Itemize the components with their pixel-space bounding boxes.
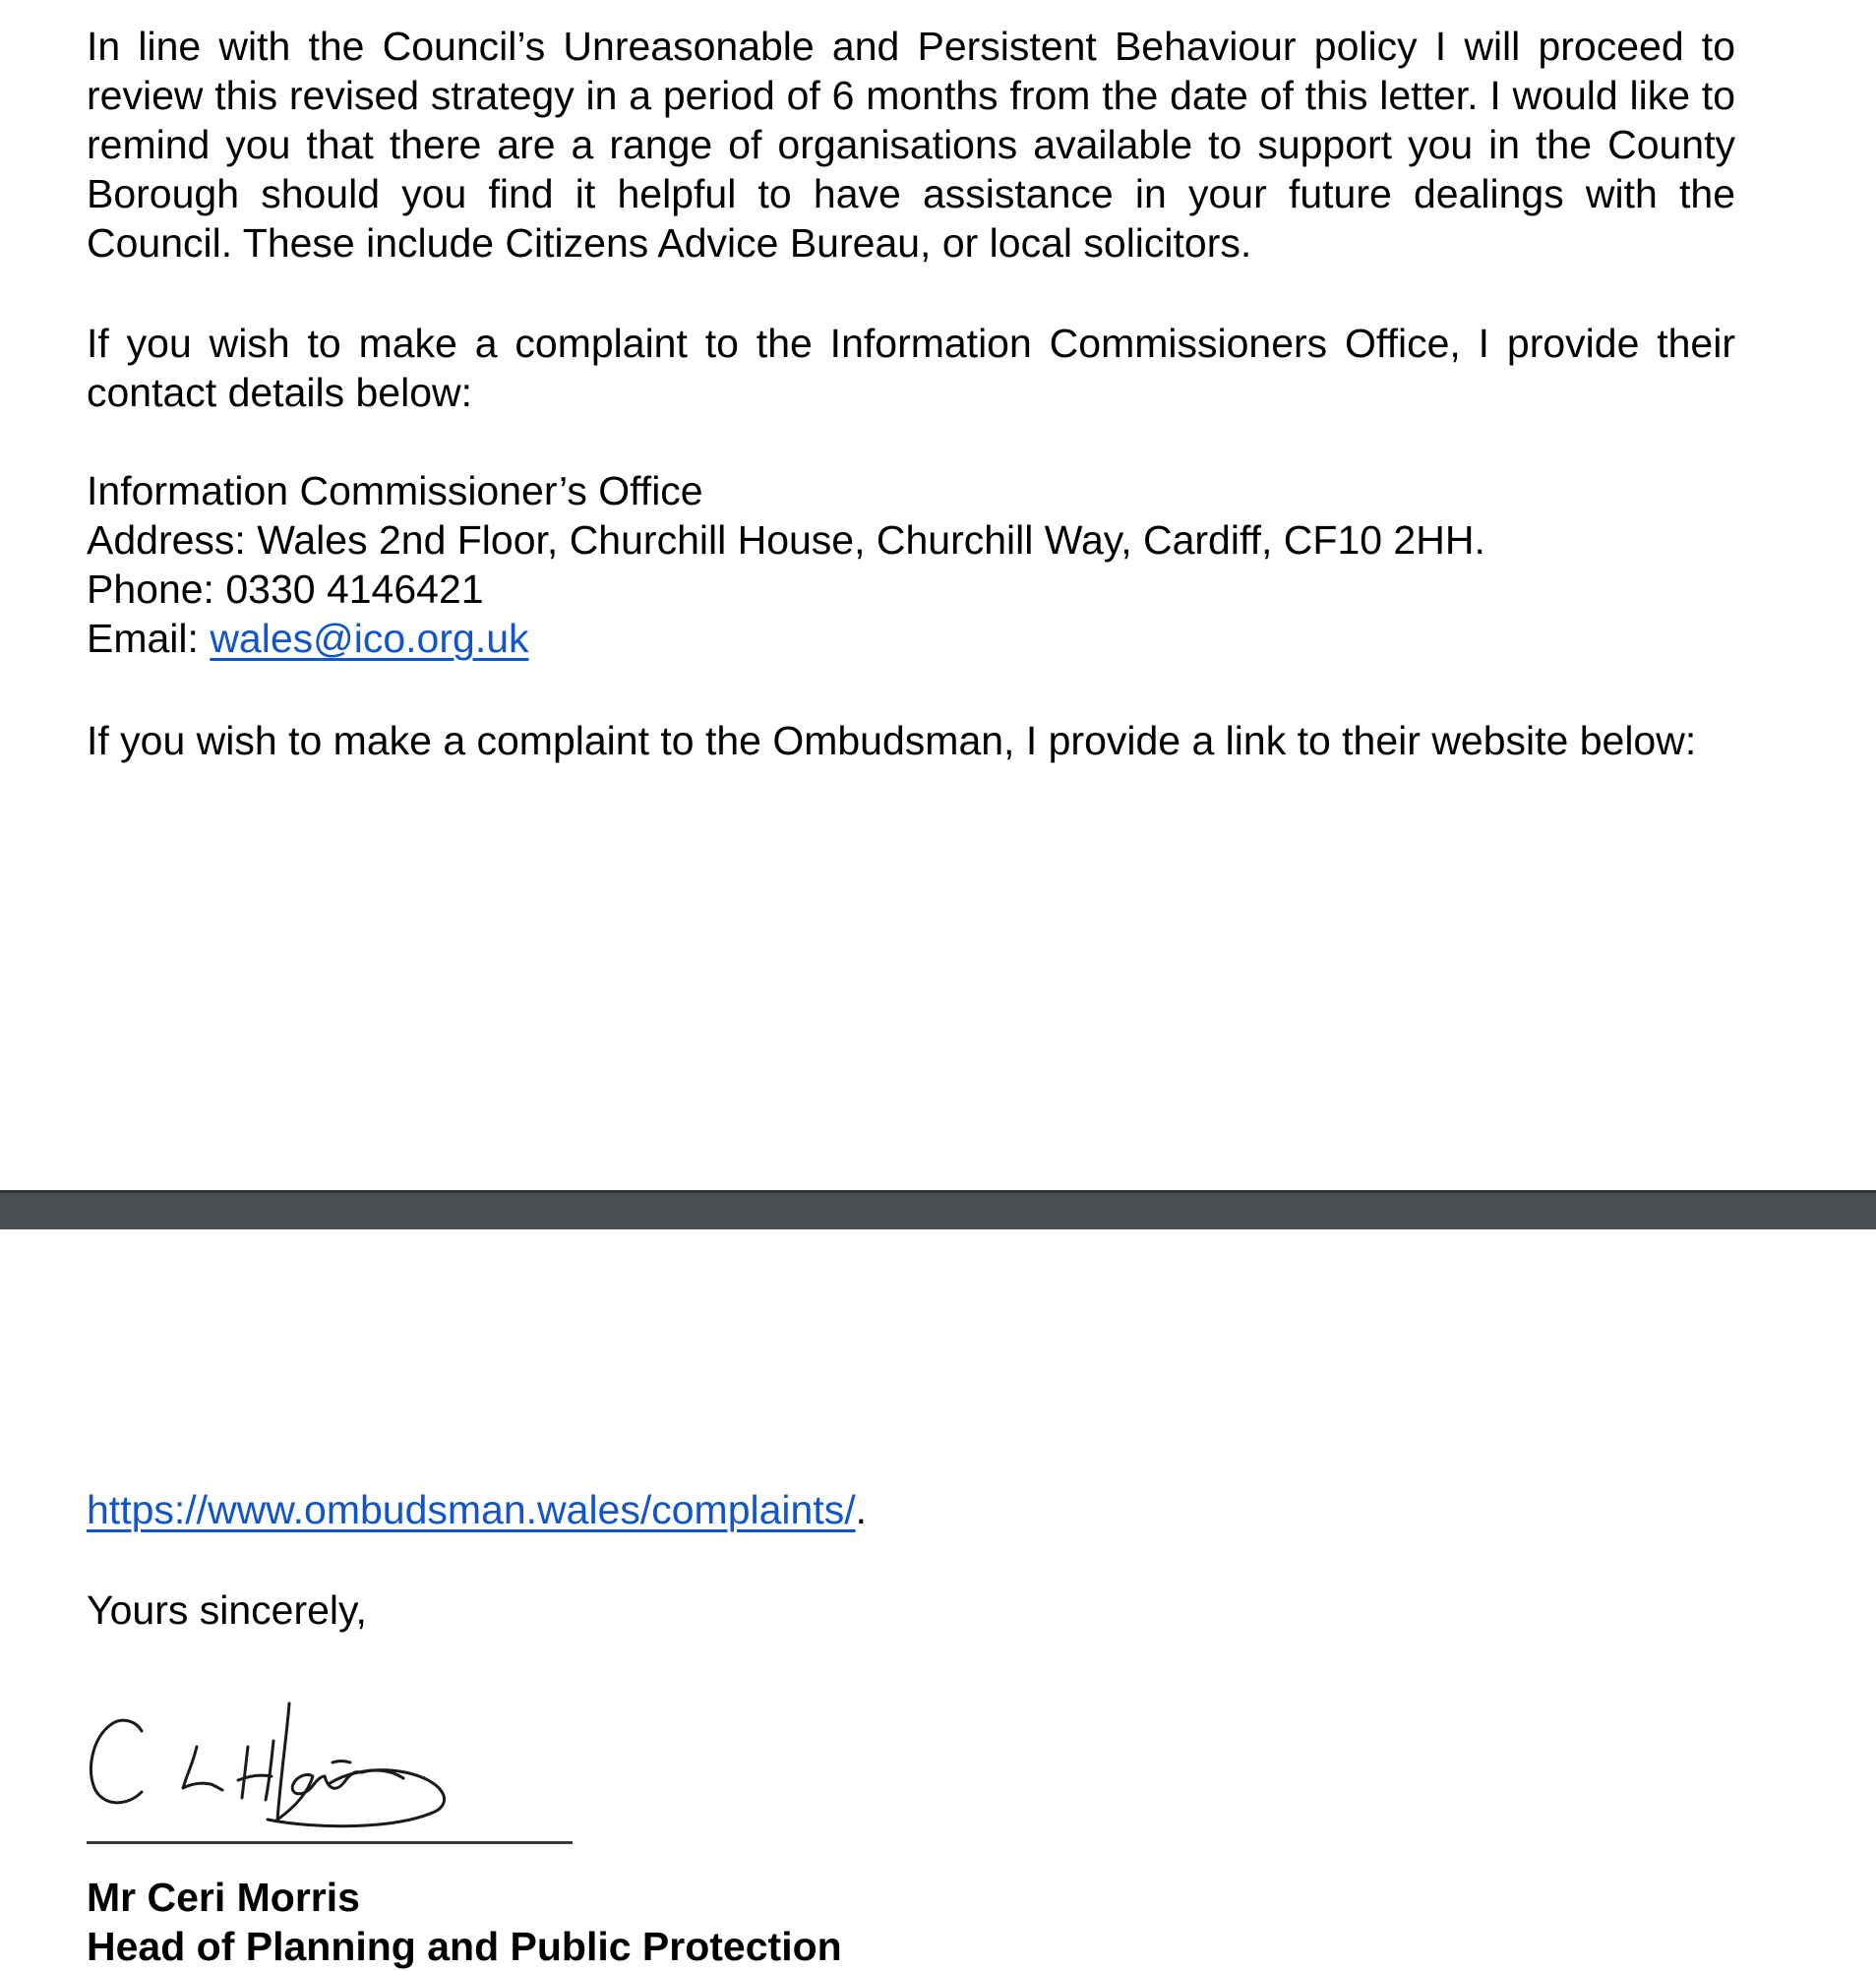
ico-email-label: Email: [87,616,211,661]
ombudsman-url-line [87,1485,1735,1534]
ombudsman-paragraph: If you wish to make a complaint to the Ombudsman, I provide a link to their website below: [87,718,1697,763]
handwritten-signature [81,1682,494,1829]
ico-phone: Phone: 0330 4146421 [87,567,484,612]
ico-email-row [87,614,1735,663]
ombudsman-link[interactable]: https://www.ombudsman.wales/complaints/ [87,1487,856,1532]
signature-line [87,1841,573,1844]
signer-title: Head of Planning and Public Protection [87,1924,842,1969]
closing-salutation: Yours sincerely, [87,1587,367,1633]
ico-complaint-paragraph: If you wish to make a complaint to the Information Commissioners Office, I provide their contact details below: [87,321,1735,415]
page-break-divider [0,1190,1876,1229]
signer-block [87,1873,842,1971]
signer-name: Mr Ceri Morris [87,1875,360,1920]
ico-contact-block [87,466,1735,663]
policy-paragraph: In line with the Council’s Unreasonable and Persistent Behaviour policy I will proceed to review this revised strategy in a period of 6 months from the date of this letter. I would like to remind you that there are a range of organisations available to support you in the County Borough should you find it helpful to have assistance in your future dealings with the Council. These include Citizens Advice Bureau, or local solicitors. [87,24,1735,266]
ico-office-name: Information Commissioner’s Office [87,468,703,513]
url-trailing-period: . [855,1487,868,1532]
ico-email-link[interactable]: wales@ico.org.uk [210,616,529,661]
ico-address: Address: Wales 2nd Floor, Churchill House, Churchill Way, Cardiff, CF10 2HH. [87,517,1485,563]
